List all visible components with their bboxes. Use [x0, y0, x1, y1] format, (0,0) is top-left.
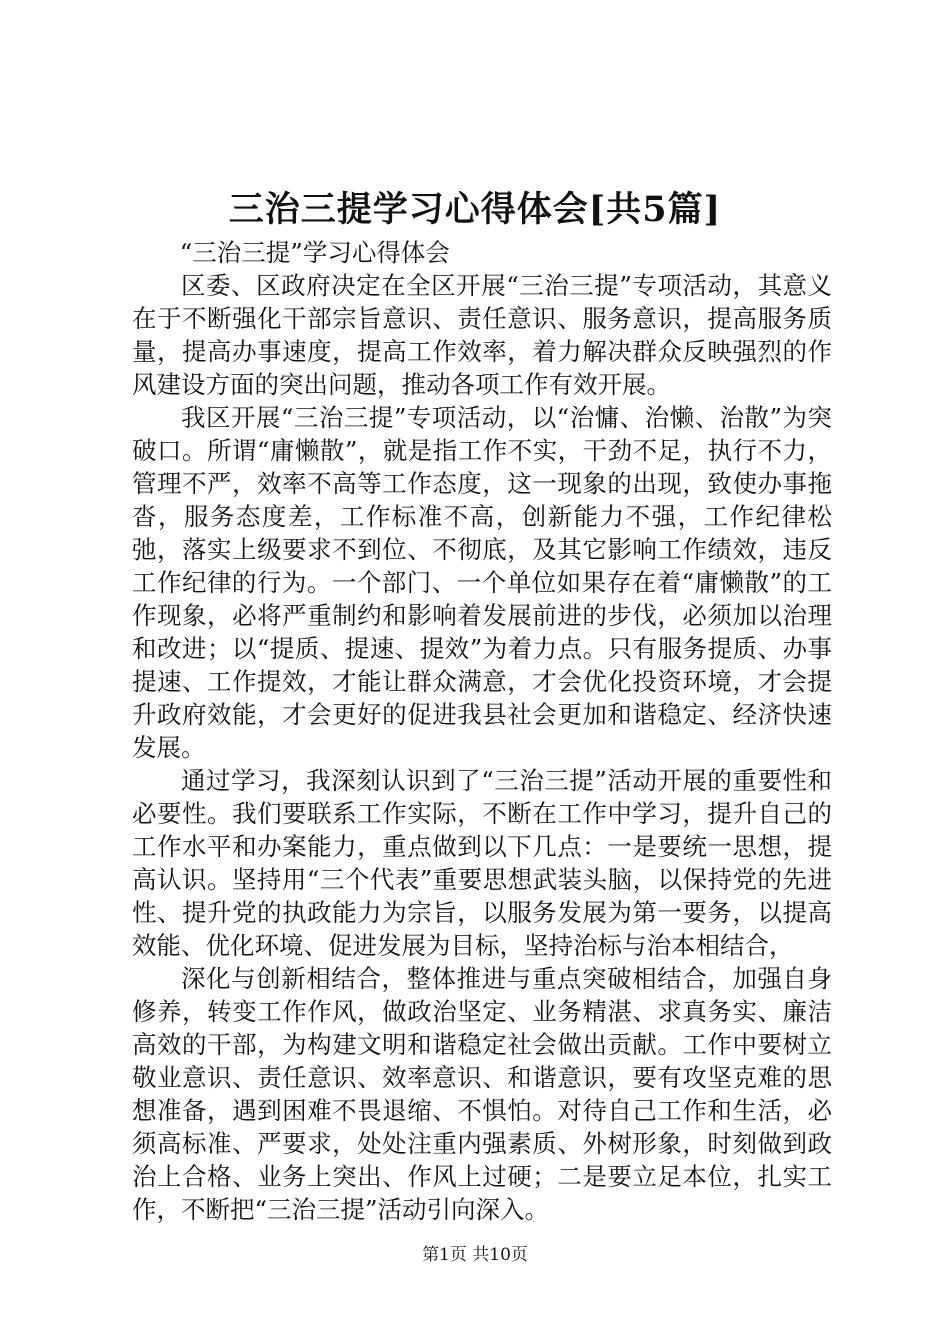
document-subtitle: “三治三提”学习心得体会 — [179, 238, 450, 267]
page-footer: 第1页 共10页 — [422, 1245, 528, 1265]
paragraph-3: 通过学习，我深刻认识到了“三治三提”活动开展的重要性和必要性。我们要联系工作实际，不断在工作中学习，提升自己的工作水平和办案能力，重点做到以下几点：一是要统一思想，提高认识。坚持用“三个代表”重要思想武装头脑，以保持党的先进性、提升党的执政能力为宗旨，以服务发展为第一要务，以提高效能、优化环境、促进发展为目标，坚持治标与治本相结合， — [132, 766, 832, 960]
paragraph-2: 我区开展“三治三提”专项活动，以“治慵、治懒、治散”为突破口。所谓“庸懒散”，就是指工作不实，干劲不足，执行不力，管理不严，效率不高等工作态度，这一现象的出现，致使办事拖沓，服务态度差，工作标准不高，创新能力不强，工作纪律松弛，落实上级要求不到位、不彻底，及其它影响工作绩效，违反工作纪律的行为。一个部门、一个单位如果存在着“庸懒散”的工作现象，必将严重制约和影响着发展前进的步伐，必须加以治理和改进；以“提质、提速、提效”为着力点。只有服务提质、办事提速、工作提效，才能让群众满意，才会优化投资环境，才会提升政府效能，才会更好的促进我县社会更加和谐稳定、经济快速发展。 — [132, 403, 832, 762]
document-body — [132, 236, 832, 1226]
paragraph-4: 深化与创新相结合，整体推进与重点突破相结合，加强自身修养，转变工作作风，做政治坚定、业务精湛、求真务实、廉洁高效的干部，为构建文明和谐稳定社会做出贡献。工作中要树立敬业意识、责任意识、效率意识、和谐意识，要有攻坚克难的思想准备，遇到困难不畏退缩、不惧怕。对待自己工作和生活，必须高标准、严要求，处处注重内强素质、外树形象，时刻做到政治上合格、业务上突出、作风上过硬；二是要立足本位，扎实工作，不断把“三治三提”活动引向深入。 — [132, 964, 832, 1224]
paragraph-1: 区委、区政府决定在全区开展“三治三提”专项活动，其意义在于不断强化干部宗旨意识、责任意识、服务意识，提高服务质量，提高办事速度，提高工作效率，着力解决群众反映强烈的作风建设方面的突出问题，推动各项工作有效开展。 — [132, 271, 832, 399]
document-title: 三治三提学习心得体会[共5篇] — [228, 189, 722, 230]
